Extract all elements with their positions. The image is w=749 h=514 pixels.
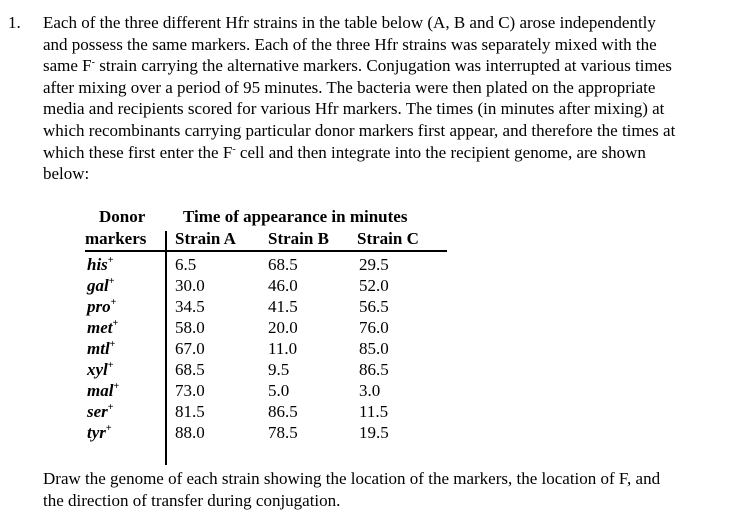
question-line: below: [43, 164, 90, 184]
marker-name: tyr+ [87, 423, 112, 442]
marker-name: mtl+ [87, 339, 116, 358]
marker-name: xyl+ [87, 360, 114, 379]
strain-b-value: 86.5 [268, 402, 298, 421]
question-line: media and recipients scored for various Hfr markers. The times (in minutes after mixing) at [43, 99, 665, 119]
strain-b-value: 5.0 [268, 381, 290, 400]
question-line: which recombinants carrying particular donor markers first appear, and therefore the times at [43, 120, 676, 140]
strain-b-value: 11.0 [268, 339, 298, 358]
strain-a-value: 34.5 [175, 297, 205, 316]
strain-b-value: 68.5 [268, 255, 298, 274]
strain-a-value: 81.5 [175, 402, 205, 421]
strain-a-value: 58.0 [175, 318, 205, 337]
strain-b-value: 78.5 [268, 423, 298, 442]
question-line: after mixing over a period of 95 minutes. The bacteria were then plated on the appropriate [43, 77, 656, 97]
question-line: Each of the three different Hfr strains in the table below (A, B and C) arose independently [43, 13, 656, 32]
column-header-strain-b: Strain B [268, 229, 329, 248]
question-line: and possess the same markers. Each of the three Hfr strains was separately mixed with the [43, 34, 657, 54]
strain-b-value: 41.5 [268, 297, 298, 316]
instruction-line: the direction of transfer during conjugation. [43, 490, 341, 510]
strain-c-value: 85.0 [359, 339, 389, 358]
markers-header: markers [85, 229, 147, 248]
marker-name: mal+ [87, 381, 120, 400]
question-line: which these first enter the F- cell and then integrate into the recipient genome, are shown [43, 142, 646, 162]
strain-a-value: 6.5 [175, 255, 197, 274]
marker-name: his+ [87, 255, 114, 274]
marker-name: pro+ [87, 297, 117, 316]
strain-c-value: 19.5 [359, 423, 389, 442]
strain-c-value: 29.5 [359, 255, 389, 274]
question-text [43, 12, 743, 185]
strain-c-value: 11.5 [359, 402, 389, 421]
strain-a-value: 88.0 [175, 423, 205, 442]
column-divider [165, 231, 167, 465]
time-header: Time of appearance in minutes [183, 207, 408, 226]
strain-c-value: 76.0 [359, 318, 389, 337]
column-header-strain-a: Strain A [175, 229, 236, 248]
strain-c-value: 52.0 [359, 276, 389, 295]
strain-a-value: 67.0 [175, 339, 205, 358]
strain-a-value: 30.0 [175, 276, 205, 295]
marker-name: met+ [87, 318, 119, 337]
header-rule [85, 250, 447, 252]
marker-name: ser+ [87, 402, 114, 421]
strain-c-value: 3.0 [359, 381, 381, 400]
strain-b-value: 20.0 [268, 318, 298, 337]
column-header-strain-c: Strain C [357, 229, 419, 248]
strain-a-value: 73.0 [175, 381, 205, 400]
question-line: same F- strain carrying the alternative markers. Conjugation was interrupted at various times [43, 56, 672, 76]
strain-a-value: 68.5 [175, 360, 205, 379]
strain-c-value: 86.5 [359, 360, 389, 379]
strain-b-value: 46.0 [268, 276, 298, 295]
question-number: 1. [8, 13, 21, 32]
marker-name: gal+ [87, 276, 115, 295]
strain-c-value: 56.5 [359, 297, 389, 316]
strain-b-value: 9.5 [268, 360, 290, 379]
instruction-text [43, 468, 743, 511]
donor-header: Donor [99, 207, 146, 226]
instruction-line: Draw the genome of each strain showing the location of the markers, the location of F, and [43, 469, 661, 488]
